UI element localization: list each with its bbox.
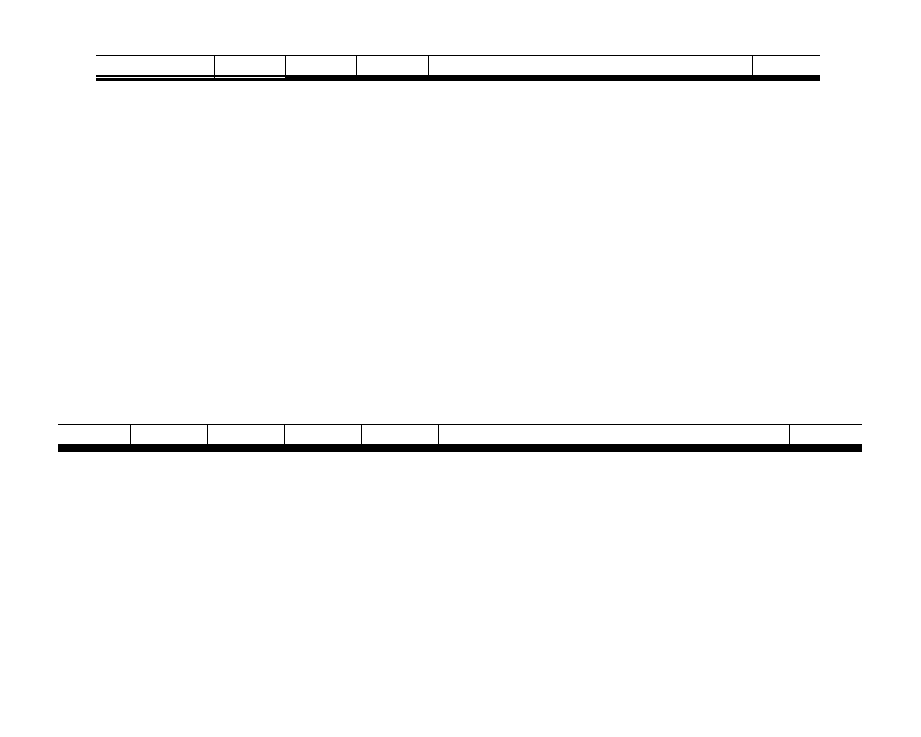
column-header [58, 425, 131, 445]
frm-cell [286, 80, 357, 81]
score-cell [580, 451, 648, 452]
res-cell [208, 451, 285, 452]
score-cell [511, 451, 579, 452]
column-header [285, 425, 362, 445]
column-header [215, 56, 286, 76]
res-cell [215, 80, 286, 81]
model-name-cell [96, 80, 215, 81]
column-header [580, 425, 648, 445]
llm-size-cell [285, 451, 362, 452]
score-cell [648, 451, 716, 452]
column-header [357, 56, 428, 76]
column-header [753, 56, 820, 76]
header-row [58, 425, 862, 445]
column-header [622, 56, 685, 76]
model-name-cell [58, 451, 131, 452]
score-cell [789, 451, 862, 452]
column-header [131, 425, 208, 445]
score-cell [559, 80, 622, 81]
frm-cell [131, 451, 208, 452]
column-header [439, 425, 512, 445]
column-header [286, 56, 357, 76]
column-header [362, 425, 439, 445]
column-header [648, 425, 716, 445]
column-header [495, 56, 558, 76]
column-header [96, 56, 215, 76]
column-header [208, 425, 285, 445]
score-cell [753, 80, 820, 81]
data-volume-cell [362, 451, 439, 452]
score-cell [428, 80, 495, 81]
column-header [717, 425, 790, 445]
header-row [96, 56, 820, 76]
score-cell [717, 451, 790, 452]
score-cell [685, 80, 752, 81]
column-header [685, 56, 752, 76]
table6-data-volume [58, 424, 862, 452]
llm-size-cell [357, 80, 428, 81]
column-header [428, 56, 495, 76]
column-header [559, 56, 622, 76]
column-header [789, 425, 862, 445]
score-cell [495, 80, 558, 81]
score-cell [622, 80, 685, 81]
column-header [511, 425, 579, 445]
score-cell [439, 451, 512, 452]
table5-llm-size [96, 55, 820, 81]
